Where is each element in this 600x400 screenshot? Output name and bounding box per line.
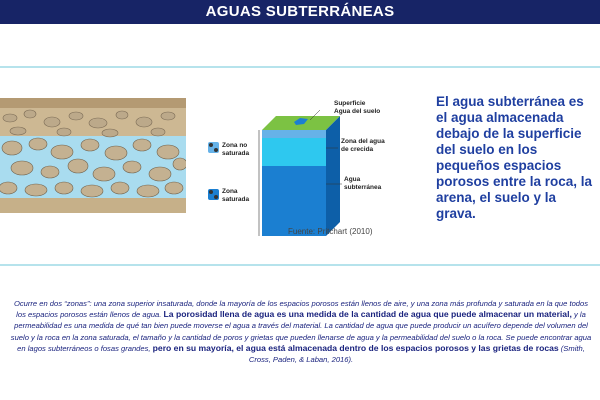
label-superficie: Superficie xyxy=(334,100,366,107)
label-zona-no-1: Zona no xyxy=(222,142,248,149)
body-paragraph xyxy=(10,298,592,365)
paragraph-citation: (Smith, Cross, Paden, & Laban, 2016). xyxy=(248,343,585,365)
paragraph-bold-2: pero en su mayoría, el agua está almacenada dentro de los espacios porosos y las grietas de rocas xyxy=(152,342,559,353)
label-agua-sub-1: Agua xyxy=(344,176,361,183)
label-zona-sat-1: Zona xyxy=(222,188,238,195)
label-agua-suelo: Agua del suelo xyxy=(334,108,381,115)
groundwater-diagram xyxy=(200,84,400,244)
diagram-source: Fuente: Pritchart (2010) xyxy=(288,227,373,236)
content-panel xyxy=(0,66,600,266)
label-zona-sat-2: saturada xyxy=(222,196,250,203)
label-zona-no-2: saturada xyxy=(222,150,250,157)
soil-illustration xyxy=(0,98,186,213)
paragraph-part-2: y la permeabilidad es una medida de qué tan bien puede moverse el agua a través del material. La cantidad de agua que puede producir un acuífero depende del volumen del suelo y la roca en la zona saturada, el tamaño y la cantidad de poros y grietas que pueden llenarse de agua y la permeabilidad del suelo o la roca. Se puede encontrar agua en lagos subterráneos o fosas grandes, xyxy=(10,310,592,353)
label-agua-sub-2: subterránea xyxy=(344,184,382,191)
headline-text: El agua subterránea es el agua almacenada debajo de la superficie del suelo en los pequeños espacios porosos entre la roca, la arena, el suelo y la grava. xyxy=(436,94,593,221)
paragraph-bold-1: La porosidad llena de agua es una medida de la cantidad de agua que puede almacenar un material, xyxy=(163,309,572,320)
label-zona-crecida-2: de crecida xyxy=(341,146,374,153)
paragraph-part-1: Ocurre en dos “zonas”: una zona superior insaturada, donde la mayoría de los espacios porosos están llenos de aire, y una zona más profunda y saturada en la que todos los espacios porosos están llenos de agua. xyxy=(13,299,589,320)
label-zona-crecida-1: Zona del agua xyxy=(341,138,385,145)
page-title: AGUAS SUBTERRÁNEAS xyxy=(0,0,600,24)
